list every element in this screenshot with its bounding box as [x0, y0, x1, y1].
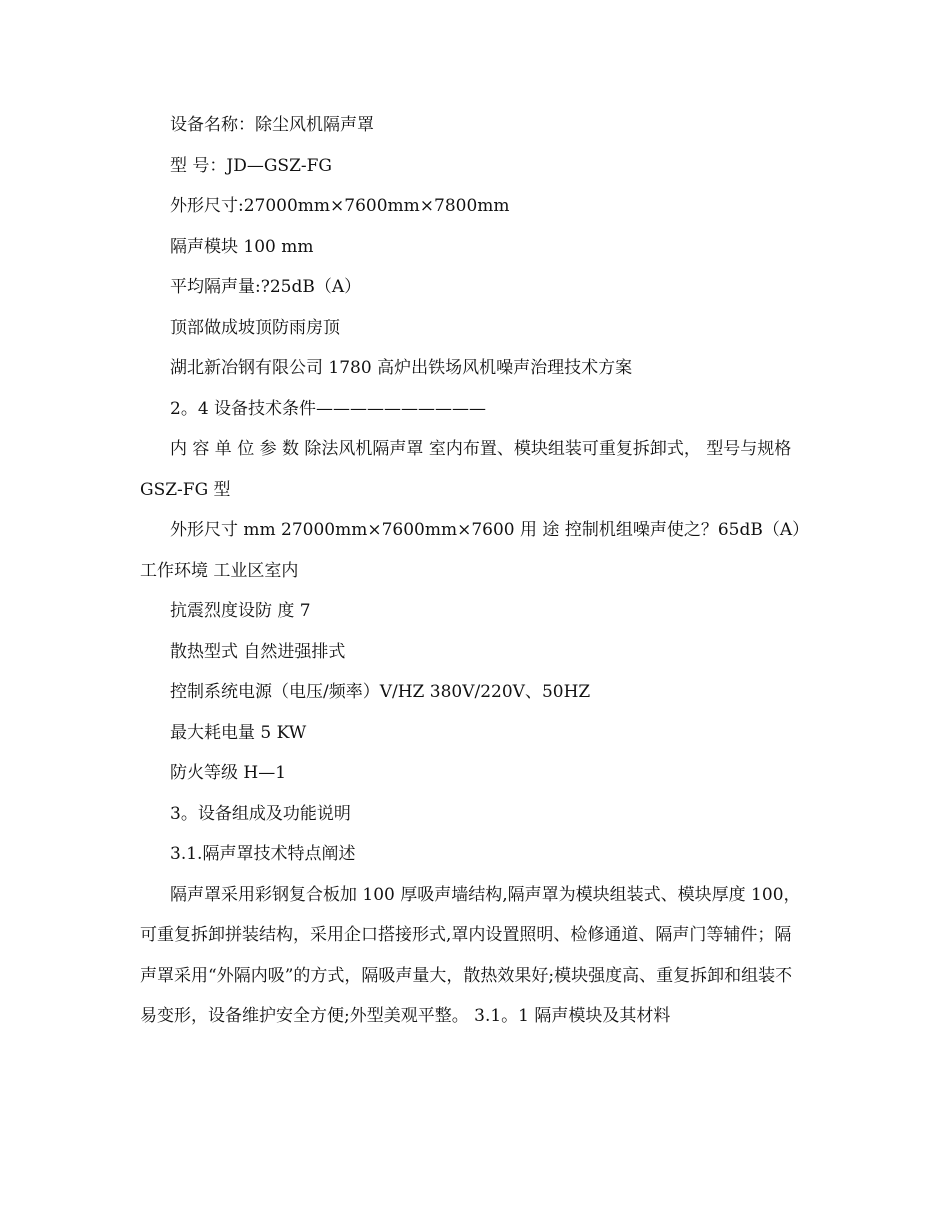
- max-power-line: 最大耗电量 5 KW: [170, 722, 307, 743]
- spec-paragraph-1: 内 容 单 位 参 数 除法风机隔声罩 室内布置、模块组装可重复拆卸式， 型号与规格 GSZ-FG 型: [140, 439, 792, 500]
- dimensions-line: 外形尺寸:27000mm×7600mm×7800mm: [170, 196, 510, 216]
- section-heading-3: 3。设备组成及功能说明: [170, 803, 351, 824]
- seismic-line: 抗震烈度设防 度 7: [170, 601, 311, 621]
- roof-line: 顶部做成坡顶防雨房顶: [170, 317, 340, 338]
- project-title-line: 湖北新冶钢有限公司 1780 高炉出铁场风机噪声治理技术方案: [170, 358, 633, 378]
- spec-paragraph-2: 外形尺寸 mm 27000mm×7600mm×7600 用 途 控制机组噪声使之？65dB（A）工作环境 工业区室内: [140, 520, 801, 581]
- module-line: 隔声模块 100 mm: [170, 236, 314, 257]
- body-paragraph: 隔声罩采用彩钢复合板加 100 厚吸声墙结构,隔声罩为模块组装式、模块厚度 100，可重复拆卸拼装结构，采用企口搭接形式,罩内设置照明、检修通道、隔声门等辅件；隔声罩采用“外隔内吸”的方式，隔吸声量大，散热效果好;模块强度高、重复拆卸和组装不易变形，设备维护安全方便;外型美观平整。 3.1。1 隔声模块及其材料: [140, 884, 801, 1026]
- section-heading-2-4: 2。4 设备技术条件——————————: [170, 398, 487, 419]
- model-line: 型 号：JD—GSZ-FG: [170, 155, 333, 176]
- sound-insulation-line: 平均隔声量:?25dB（A）: [170, 277, 362, 297]
- power-line: 控制系统电源（电压/频率）V/HZ 380V/220V、50HZ: [170, 682, 591, 702]
- section-heading-3-1: 3.1.隔声罩技术特点阐述: [170, 844, 356, 864]
- fire-rating-line: 防火等级 H—1: [170, 763, 287, 783]
- cooling-line: 散热型式 自然进强排式: [170, 641, 346, 662]
- document-body: [140, 105, 805, 1037]
- equipment-name-line: 设备名称：除尘风机隔声罩: [170, 115, 374, 135]
